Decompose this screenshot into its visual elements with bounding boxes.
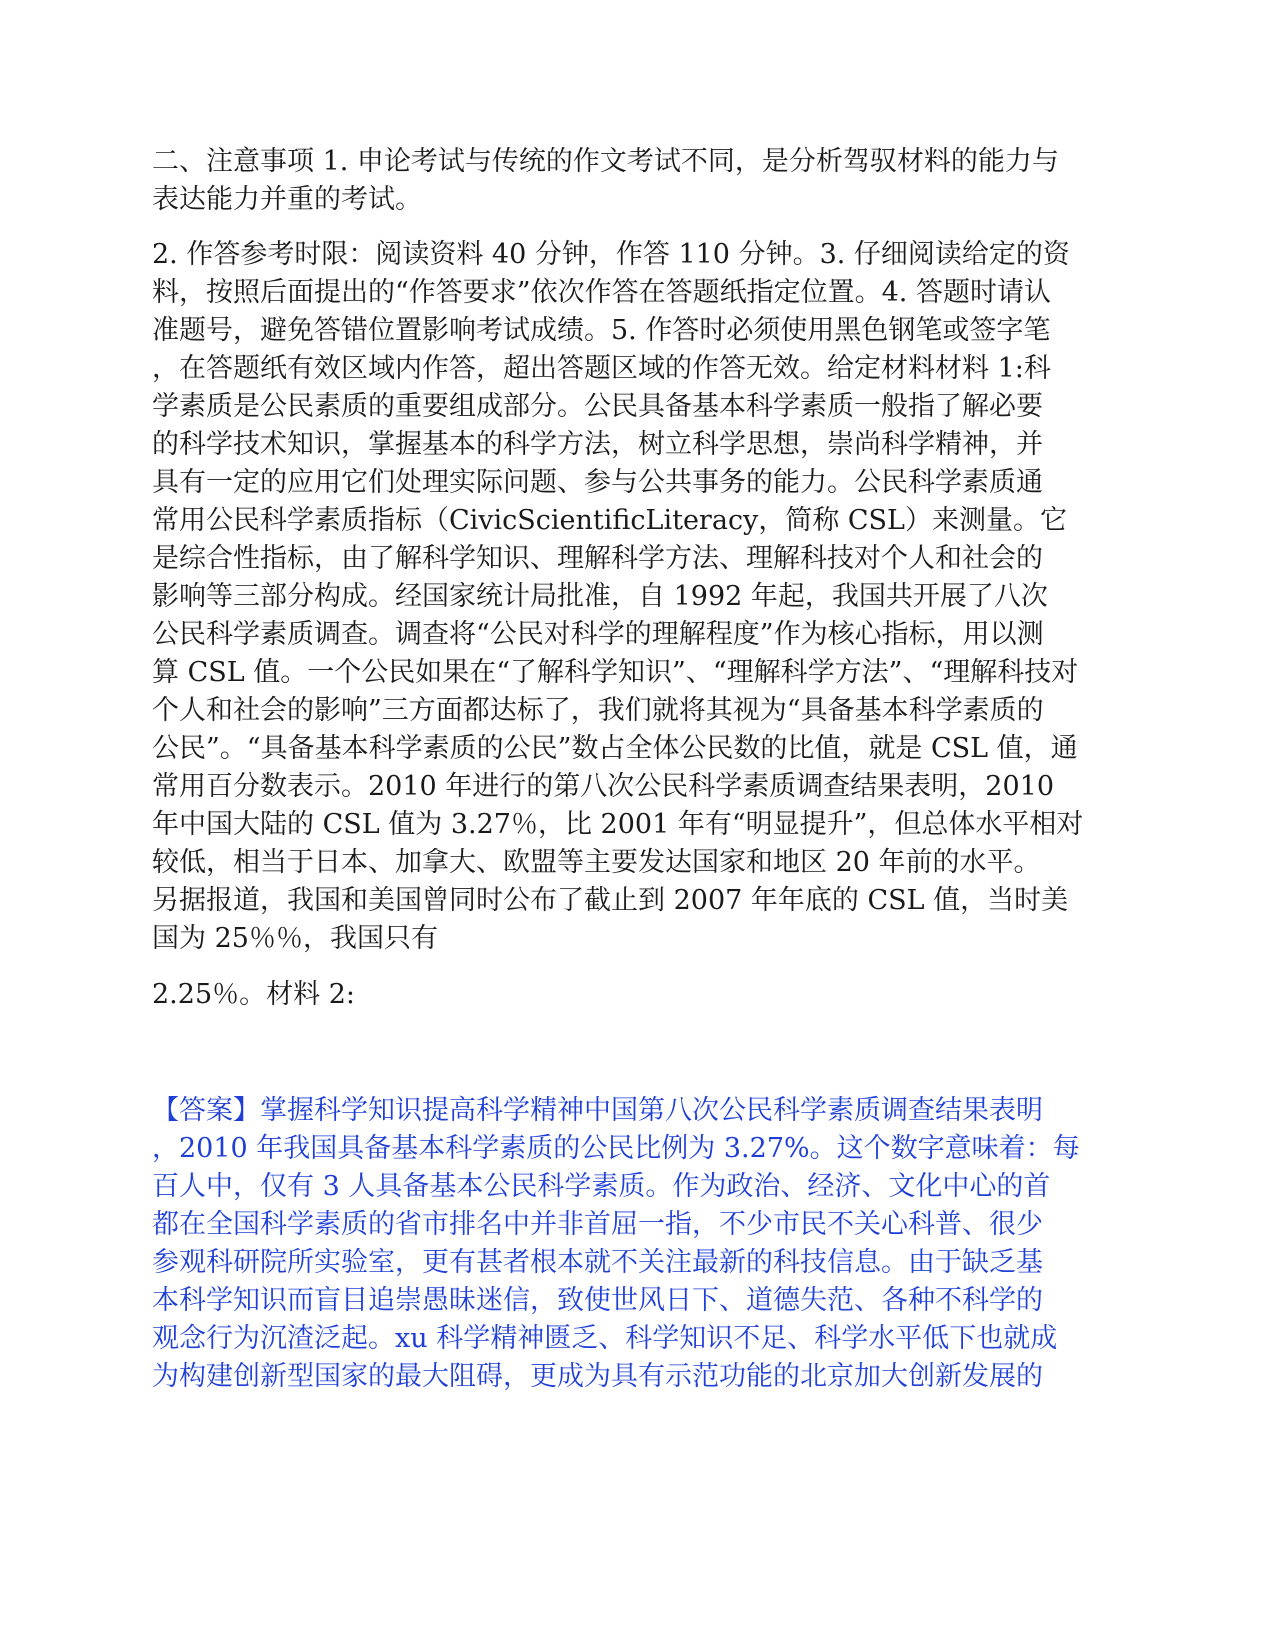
text-line: 年中国大陆的 CSL 值为 3.27％，比 2001 年有“明显提升”，但总体水平相对 [152, 809, 1084, 840]
text-line: 的科学技术知识，掌握基本的科学方法，树立科学思想，崇尚科学精神，并 [152, 429, 1043, 460]
text-line: 料，按照后面提出的“作答要求”依次作答在答题纸指定位置。4. 答题时请认 [152, 277, 1051, 308]
text-line: ，在答题纸有效区域内作答，超出答题区域的作答无效。给定材料材料 1:科 [152, 353, 1051, 384]
text-line: 公民”。“具备基本科学素质的公民”数占全体公民数的比值，就是 CSL 值，通 [152, 733, 1078, 764]
text-line: 影响等三部分构成。经国家统计局批准，自 1992 年起，我国共开展了八次 [152, 581, 1048, 612]
answer-line: ，2010 年我国具备基本科学素质的公民比例为 3.27%。这个数字意味着：每 [152, 1133, 1080, 1164]
text-line: 2.25％。材料 2: [152, 979, 355, 1010]
text-line: 公民科学素质调查。调查将“公民对科学的理解程度”作为核心指标，用以测 [152, 619, 1044, 650]
text-line: 另据报道，我国和美国曾同时公布了截止到 2007 年年底的 CSL 值，当时美 [152, 885, 1069, 916]
text-line: 学素质是公民素质的重要组成部分。公民具备基本科学素质一般指了解必要 [152, 391, 1043, 422]
text-line: 2. 作答参考时限：阅读资料 40 分钟，作答 110 分钟。3. 仔细阅读给定的资 [152, 239, 1070, 270]
answer-line: 都在全国科学素质的省市排名中并非首屈一指，不少市民不关心科普、很少 [152, 1209, 1043, 1240]
text-line: 国为 25％％，我国只有 [152, 923, 438, 954]
answer-line: 本科学知识而盲目追崇愚昧迷信，致使世风日下、道德失范、各种不科学的 [152, 1285, 1043, 1316]
answer-line: 观念行为沉渣泛起。xu 科学精神匮乏、科学知识不足、科学水平低下也就成 [152, 1323, 1058, 1354]
text-line: 二、注意事项 1. 申论考试与传统的作文考试不同，是分析驾驭材料的能力与 [152, 146, 1059, 177]
answer-line: 为构建创新型国家的最大阻碍，更成为具有示范功能的北京加大创新发展的 [152, 1361, 1043, 1392]
text-line: 个人和社会的影响”三方面都达标了，我们就将其视为“具备基本科学素质的 [152, 695, 1044, 726]
answer-line: 【答案】掌握科学知识提高科学精神中国第八次公民科学素质调查结果表明 [152, 1095, 1043, 1126]
text-line: 是综合性指标，由了解科学知识、理解科学方法、理解科技对个人和社会的 [152, 543, 1043, 574]
answer-line: 百人中，仅有 3 人具备基本公民科学素质。作为政治、经济、文化中心的首 [152, 1171, 1051, 1202]
text-line: 算 CSL 值。一个公民如果在“了解科学知识”、“理解科学方法”、“理解科技对 [152, 657, 1079, 688]
text-line: 具有一定的应用它们处理实际问题、参与公共事务的能力。公民科学素质通 [152, 467, 1043, 498]
text-line: 较低，相当于日本、加拿大、欧盟等主要发达国家和地区 20 年前的水平。 [152, 847, 1041, 878]
text-line: 常用公民科学素质指标（CivicScientificLiteracy，简称 CSL）来测量。它 [152, 505, 1067, 536]
text-line: 准题号，避免答错位置影响考试成绩。5. 作答时必须使用黑色钢笔或签字笔 [152, 315, 1051, 346]
text-line: 常用百分数表示。2010 年进行的第八次公民科学素质调查结果表明，2010 [152, 771, 1055, 802]
answer-line: 参观科研院所实验室，更有甚者根本就不关注最新的科技信息。由于缺乏基 [152, 1247, 1043, 1278]
text-line: 表达能力并重的考试。 [152, 184, 422, 215]
